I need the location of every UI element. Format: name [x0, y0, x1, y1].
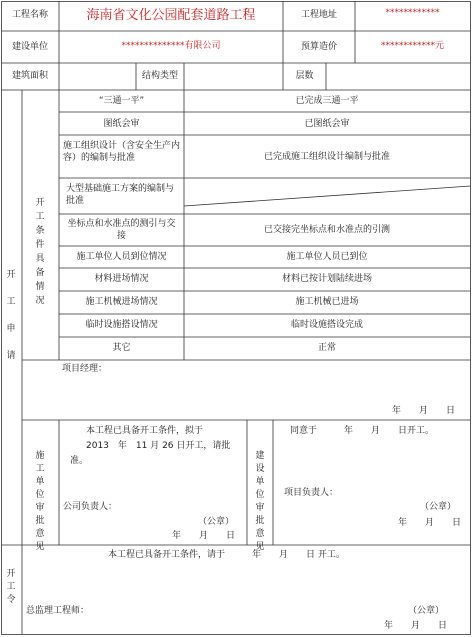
condition-status-5: 已交接完坐标点和水准点的引测 [263, 225, 390, 235]
condition-item-5: 坐标点和水准点的测引与交接 [67, 219, 176, 241]
project-name-value: 海南省文化公园配套道路工程 [86, 8, 256, 23]
owner-review-date: 年 月 日 [398, 518, 462, 528]
company-responsible-label: 公司负责人： [63, 502, 118, 512]
condition-status-3: 已完成施工组织设计编制与批准 [263, 152, 390, 162]
project-responsible-label: 项目负责人： [284, 488, 339, 498]
condition-item-7: 材料进场情况 [94, 274, 149, 284]
start-order-date: 年 月 日 [384, 621, 448, 631]
condition-item-8: 施工机械进场情况 [85, 297, 158, 307]
condition-item-4: 大型基础施工方案的编制与批准 [66, 184, 175, 206]
condition-status-8: 施工机械已进场 [295, 297, 359, 307]
project-address-value: ************ [385, 8, 440, 18]
start-order-side-label: 开工令 [6, 569, 16, 605]
construction-seal: （公章） [198, 517, 235, 527]
area-label: 建筑面积 [11, 71, 48, 81]
project-name-label: 工程名称 [11, 10, 48, 20]
condition-item-2: 图纸会审 [103, 119, 140, 129]
project-address-label: 工程地址 [300, 10, 337, 20]
condition-item-9: 临时设施搭设情况 [85, 320, 158, 330]
condition-item-6: 施工单位人员到位情况 [76, 252, 167, 262]
condition-status-1: 已完成三通一平 [295, 96, 359, 106]
budget-label: 预算造价 [300, 42, 337, 52]
builder-value: **************有限公司 [121, 41, 221, 51]
owner-agree-text: 同意于 年 月 日开工。 [290, 426, 435, 436]
structure-label: 结构类型 [141, 71, 178, 81]
construction-review-side-label: 施工单位审批意见 [35, 451, 45, 552]
project-manager-date: 年 月 日 [392, 406, 456, 416]
floors-label: 层数 [295, 71, 314, 81]
owner-seal: （公章） [420, 502, 457, 512]
construction-review-line2: 2013 年 11 月 26 日开工，请批 [86, 441, 231, 451]
start-order-seal: （公章） [408, 606, 445, 616]
condition-status-10: 正常 [317, 343, 336, 353]
condition-status-9: 临时设施搭设完成 [290, 320, 363, 330]
conditions-side-label: 开工条件具备情况 [35, 198, 45, 306]
project-manager-label: 项目经理： [62, 364, 108, 374]
owner-review-side-label: 建设单位审批意见 [255, 451, 265, 552]
application-side-label: 开工申请 [6, 270, 16, 361]
construction-review-line1: 本工程已具备开工条件，拟于 [86, 426, 204, 436]
condition-item-1: “三通一平” [98, 96, 145, 106]
construction-review-line3: 准。 [70, 456, 89, 466]
construction-review-date: 年 月 日 [172, 531, 236, 541]
condition-item-3: 施工组织设计（含安全生产内容）的编制与批准 [63, 141, 181, 163]
condition-item-10: 其它 [112, 343, 131, 353]
condition-status-7: 材料已按计划陆续进场 [281, 274, 372, 284]
condition-status-2: 已图纸会审 [304, 119, 350, 129]
builder-label: 建设单位 [11, 42, 48, 52]
start-order-text: 本工程已具备开工条件，请于 年 月 日 开工。 [108, 550, 345, 560]
condition-status-6: 施工单位人员已到位 [286, 252, 368, 262]
chief-engineer-label: 总监理工程师： [26, 606, 90, 616]
budget-value: ************元 [380, 41, 444, 51]
